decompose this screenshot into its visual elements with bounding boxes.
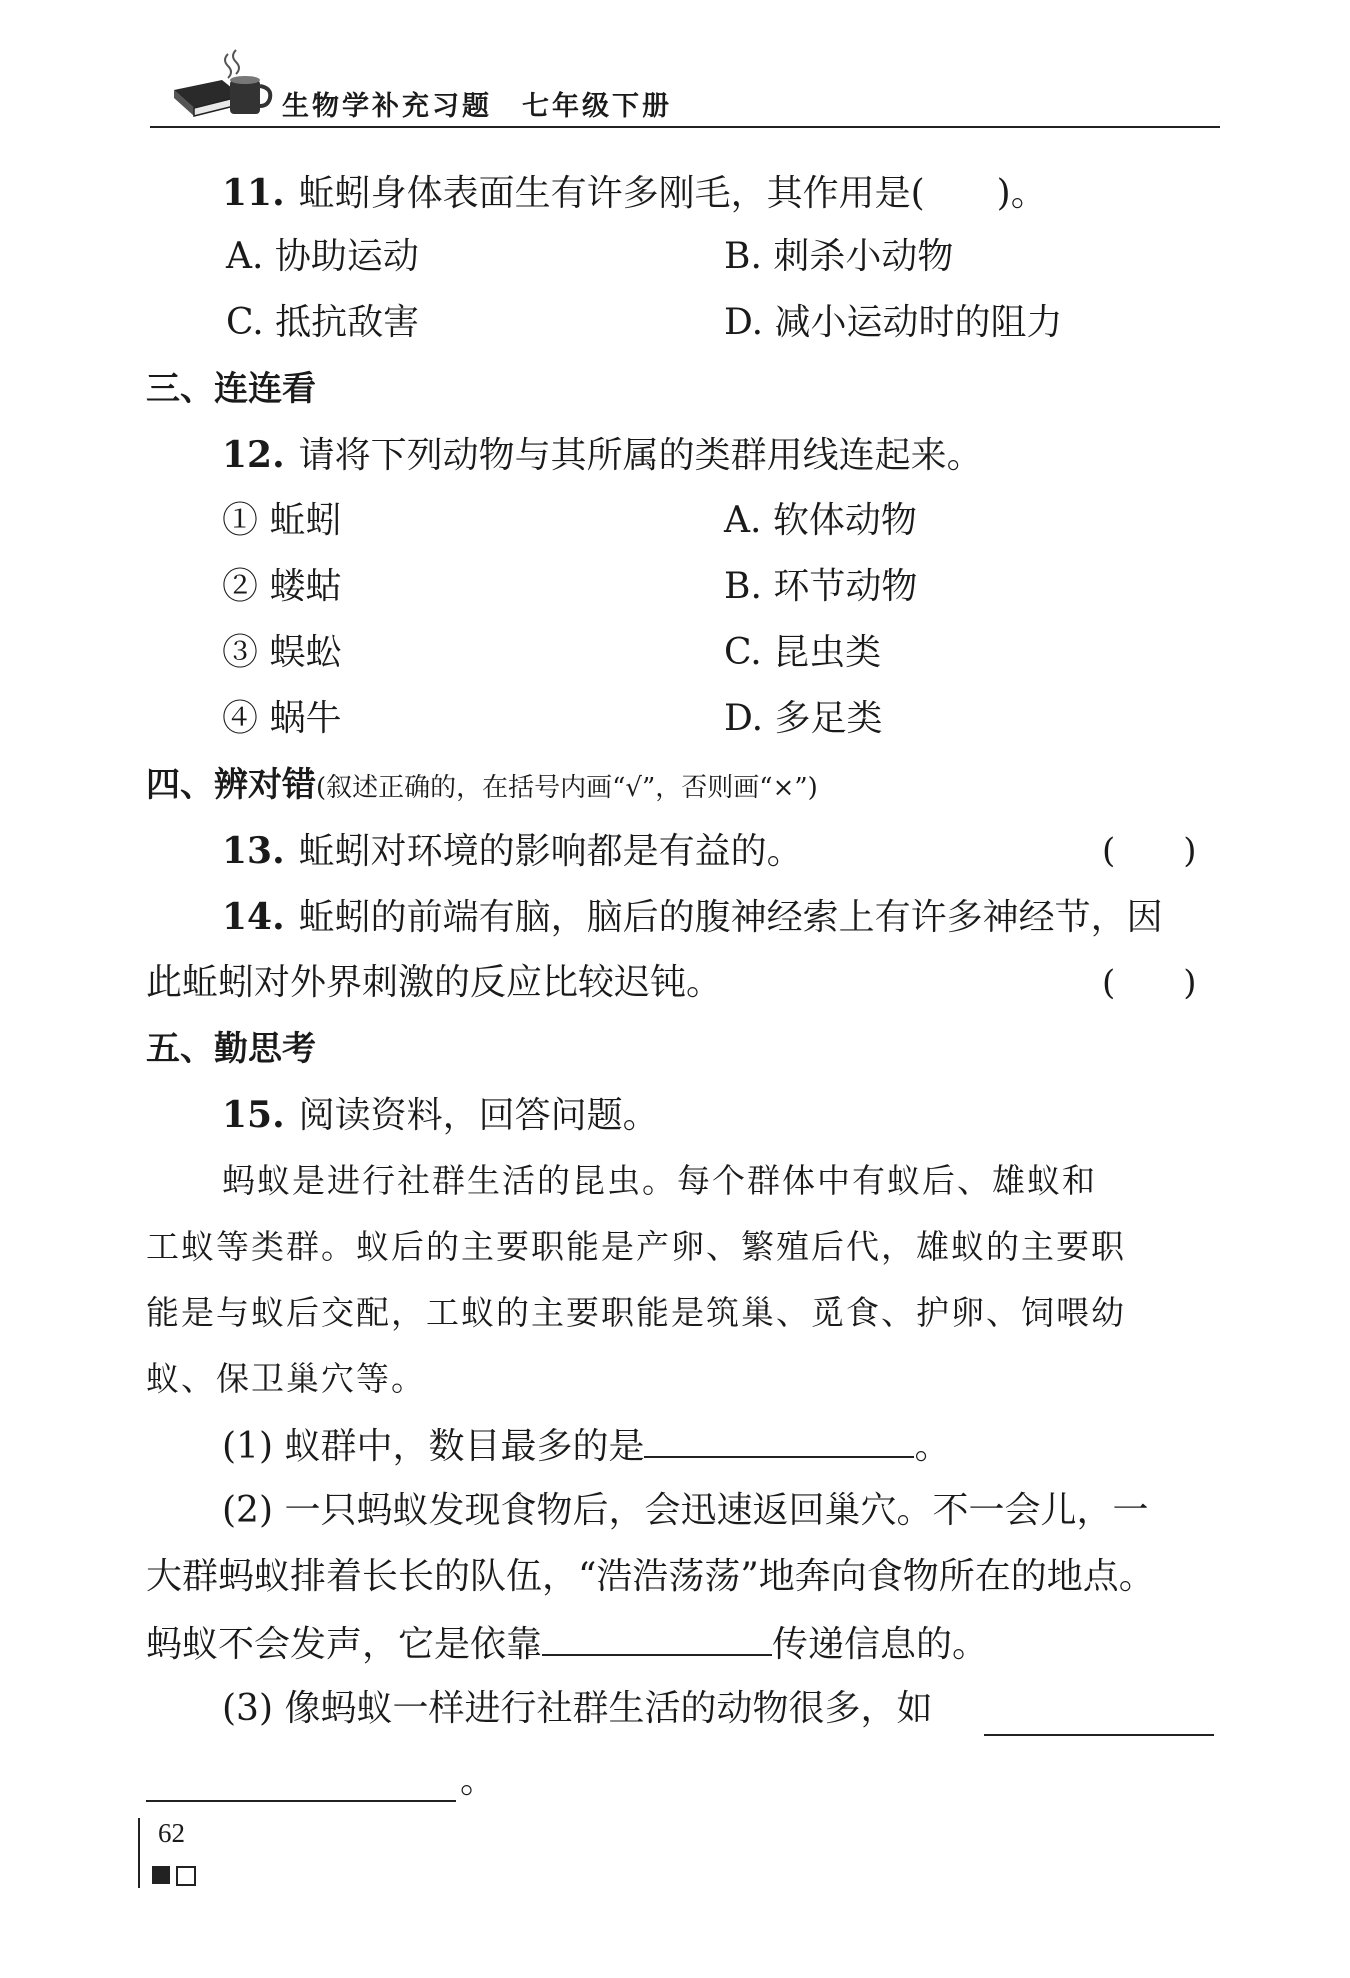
- q11-stem: [222, 168, 1047, 219]
- q15-sub3-end: 。: [460, 1760, 497, 1801]
- q11-option-c: C. 抵抗敌害: [226, 302, 420, 343]
- q11-option-b: B. 刺杀小动物: [724, 236, 954, 277]
- section-5-title: 五、勤思考: [146, 1029, 316, 1069]
- page-header: [150, 42, 1220, 128]
- section-4-title: [146, 760, 818, 813]
- section-3-title: 三、连连看: [146, 369, 316, 409]
- q14-statement-line2: 此蚯蚓对外界刺激的反应比较迟钝。: [146, 962, 723, 1003]
- q11-number: 11.: [222, 172, 285, 214]
- q15-sub2-end: 传递信息的。: [772, 1624, 989, 1665]
- q15-sub3-text: (3) 像蚂蚁一样进行社群生活的动物很多，如: [222, 1688, 933, 1729]
- page-number-bar: [138, 1818, 140, 1888]
- q15-number: 15.: [222, 1094, 285, 1136]
- q15-sub1-end: 。: [914, 1426, 951, 1467]
- q11-option-a: A. 协助运动: [226, 236, 419, 277]
- section-4-heading: 四、辨对错: [146, 765, 316, 805]
- page-number: 62: [158, 1818, 185, 1848]
- q12-stem-text: 请将下列动物与其所属的类群用线连起来。: [298, 435, 983, 476]
- q15-reading-line3: 能是与蚁后交配，工蚁的主要职能是筑巢、觅食、护卵、饲喂幼: [146, 1293, 1126, 1332]
- q15-sub2-answer-blank[interactable]: [542, 1618, 772, 1656]
- filled-square-icon: [152, 1866, 170, 1884]
- q15-sub2-text: 蚂蚁不会发声，它是依靠: [146, 1624, 543, 1665]
- q13-number: 13.: [222, 830, 285, 872]
- q12-group-b: B. 环节动物: [724, 566, 918, 607]
- q15-sub1-text: (1) 蚁群中，数目最多的是: [222, 1426, 645, 1467]
- header-rule: [150, 126, 1220, 128]
- q14-number: 14.: [222, 896, 285, 938]
- q13-statement: [222, 826, 803, 877]
- q15-sub3-answer-blank-2[interactable]: [146, 1800, 456, 1802]
- q12-animal-4: ④ 蜗牛: [222, 698, 342, 739]
- q11-stem-text: 蚯蚓身体表面生有许多刚毛，其作用是( )。: [298, 173, 1047, 214]
- header-title: 生物学补充习题 七年级下册: [282, 91, 672, 122]
- book-and-cup-icon: [170, 46, 280, 124]
- q15-sub3-answer-blank-1[interactable]: [984, 1734, 1214, 1736]
- q12-group-d: D. 多足类: [724, 698, 883, 739]
- q14-statement-line1: [222, 892, 1163, 943]
- q12-group-a: A. 软体动物: [724, 500, 917, 541]
- q15-reading-line1: 蚂蚁是进行社群生活的昆虫。每个群体中有蚁后、雄蚁和: [222, 1161, 1097, 1200]
- q15-reading-line2: 工蚁等类群。蚁后的主要职能是产卵、繁殖后代，雄蚁的主要职: [146, 1227, 1126, 1266]
- q12-animal-2: ② 蝼蛄: [222, 566, 342, 607]
- q15-reading-line4: 蚁、保卫巢穴等。: [146, 1359, 426, 1398]
- q13-answer-brackets[interactable]: ( ): [1102, 831, 1197, 871]
- q12-group-c: C. 昆虫类: [724, 632, 882, 673]
- section-4-note: (叙述正确的，在括号内画“√”，否则画“×”): [316, 773, 818, 803]
- q15-sub3-line1: [222, 1684, 932, 1734]
- q14-answer-brackets[interactable]: ( ): [1102, 963, 1197, 1003]
- q14-text-line1: 蚯蚓的前端有脑，脑后的腹神经索上有许多神经节，因: [298, 897, 1163, 938]
- q15-sub2-line3: [146, 1618, 988, 1670]
- q11-option-d: D. 减小运动时的阻力: [724, 302, 1063, 343]
- q15-sub2-line2: 大群蚂蚁排着长长的队伍，“浩浩荡荡”地奔向食物所在的地点。: [146, 1556, 1155, 1597]
- q12-animal-1: ① 蚯蚓: [222, 500, 342, 541]
- empty-square-icon: [176, 1866, 196, 1886]
- q12-animal-3: ③ 蜈蚣: [222, 632, 342, 673]
- q12-number: 12.: [222, 434, 285, 476]
- q15-sub1-answer-blank[interactable]: [644, 1420, 914, 1458]
- q12-stem: [222, 430, 983, 481]
- q15-stem: [222, 1090, 659, 1141]
- q15-stem-text: 阅读资料，回答问题。: [298, 1095, 659, 1136]
- q15-sub1: [222, 1420, 950, 1472]
- q13-text: 蚯蚓对环境的影响都是有益的。: [298, 831, 803, 872]
- q15-sub2-line1: (2) 一只蚂蚁发现食物后，会迅速返回巢穴。不一会儿，一: [222, 1490, 1149, 1531]
